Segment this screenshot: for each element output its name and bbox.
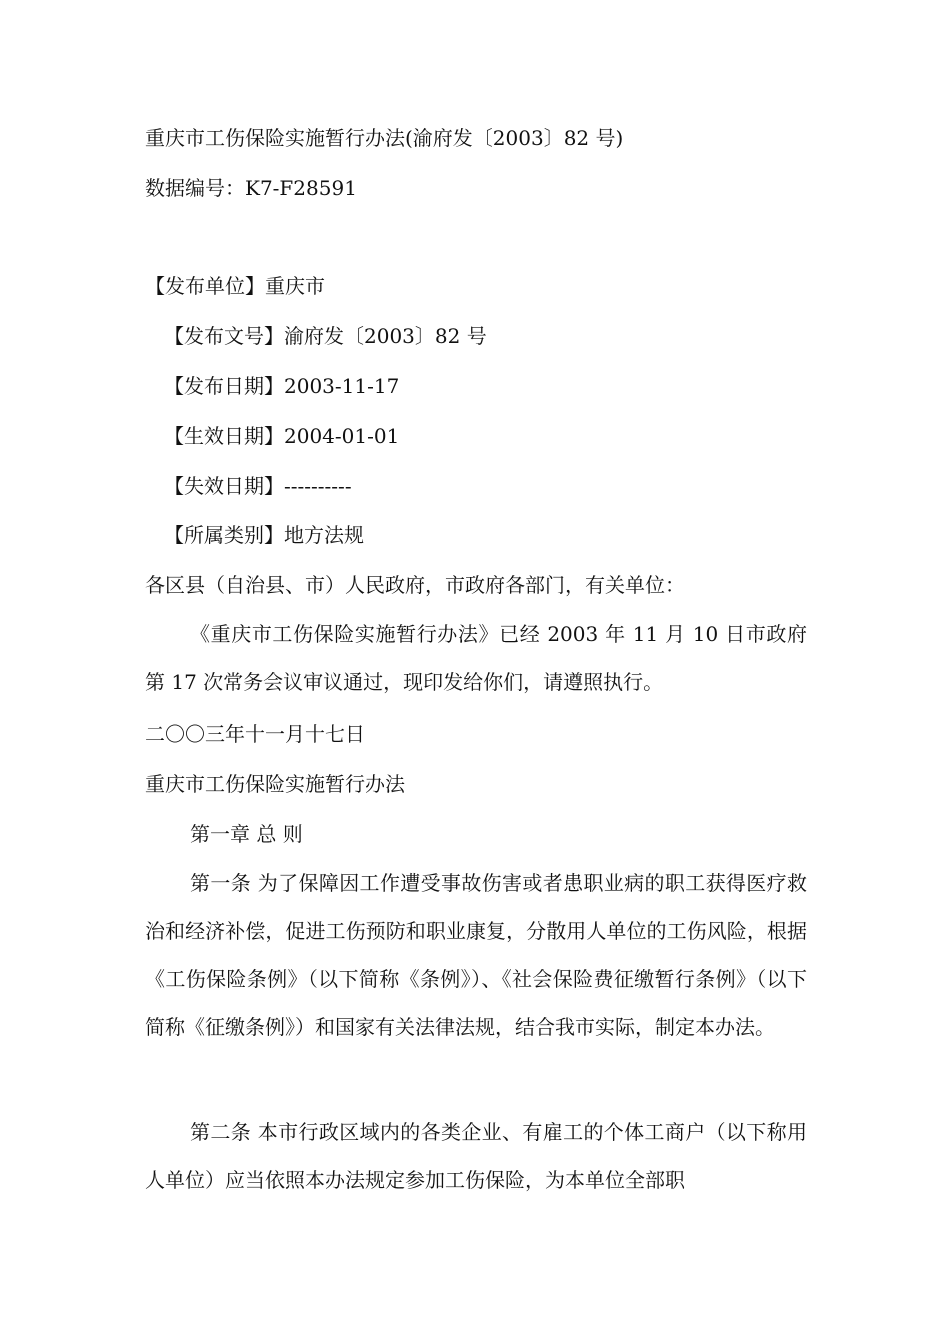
meta-issue-date: 【发布日期】2003-11-17 bbox=[164, 374, 400, 398]
body-title: 重庆市工伤保险实施暂行办法 bbox=[145, 772, 405, 796]
meta-effective-date: 【生效日期】2004-01-01 bbox=[164, 424, 400, 448]
notice-date: 二〇〇三年十一月十七日 bbox=[145, 722, 365, 746]
salutation: 各区县（自治县、市）人民政府，市政府各部门，有关单位： bbox=[145, 573, 685, 597]
meta-issuer: 【发布单位】重庆市 bbox=[145, 274, 325, 298]
data-id: 数据编号：K7-F28591 bbox=[145, 176, 357, 200]
article-2: 第二条 本市行政区域内的各类企业、有雇工的个体工商户（以下称用人单位）应当依照本办法规定参加工伤保险，为本单位全部职 bbox=[145, 1120, 807, 1192]
meta-doc-number: 【发布文号】渝府发〔2003〕82 号 bbox=[164, 324, 487, 348]
document-title: 重庆市工伤保险实施暂行办法(渝府发〔2003〕82 号) bbox=[145, 126, 624, 150]
article-1: 第一条 为了保障因工作遭受事故伤害或者患职业病的职工获得医疗救治和经济补偿，促进工伤预防和职业康复，分散用人单位的工伤风险，根据《工伤保险条例》（以下简称《条例》）、《社会保险费征缴暂行条例》（以下简称《征缴条例》）和国家有关法律法规，结合我市实际，制定本办法。 bbox=[145, 871, 807, 1039]
meta-category: 【所属类别】地方法规 bbox=[164, 523, 364, 547]
chapter-heading: 第一章 总 则 bbox=[190, 822, 303, 846]
notice-paragraph: 《重庆市工伤保险实施暂行办法》已经 2003 年 11 月 10 日市政府第 17 次常务会议审议通过，现印发给你们，请遵照执行。 bbox=[145, 622, 807, 694]
meta-expiry-date: 【失效日期】---------- bbox=[164, 474, 352, 498]
